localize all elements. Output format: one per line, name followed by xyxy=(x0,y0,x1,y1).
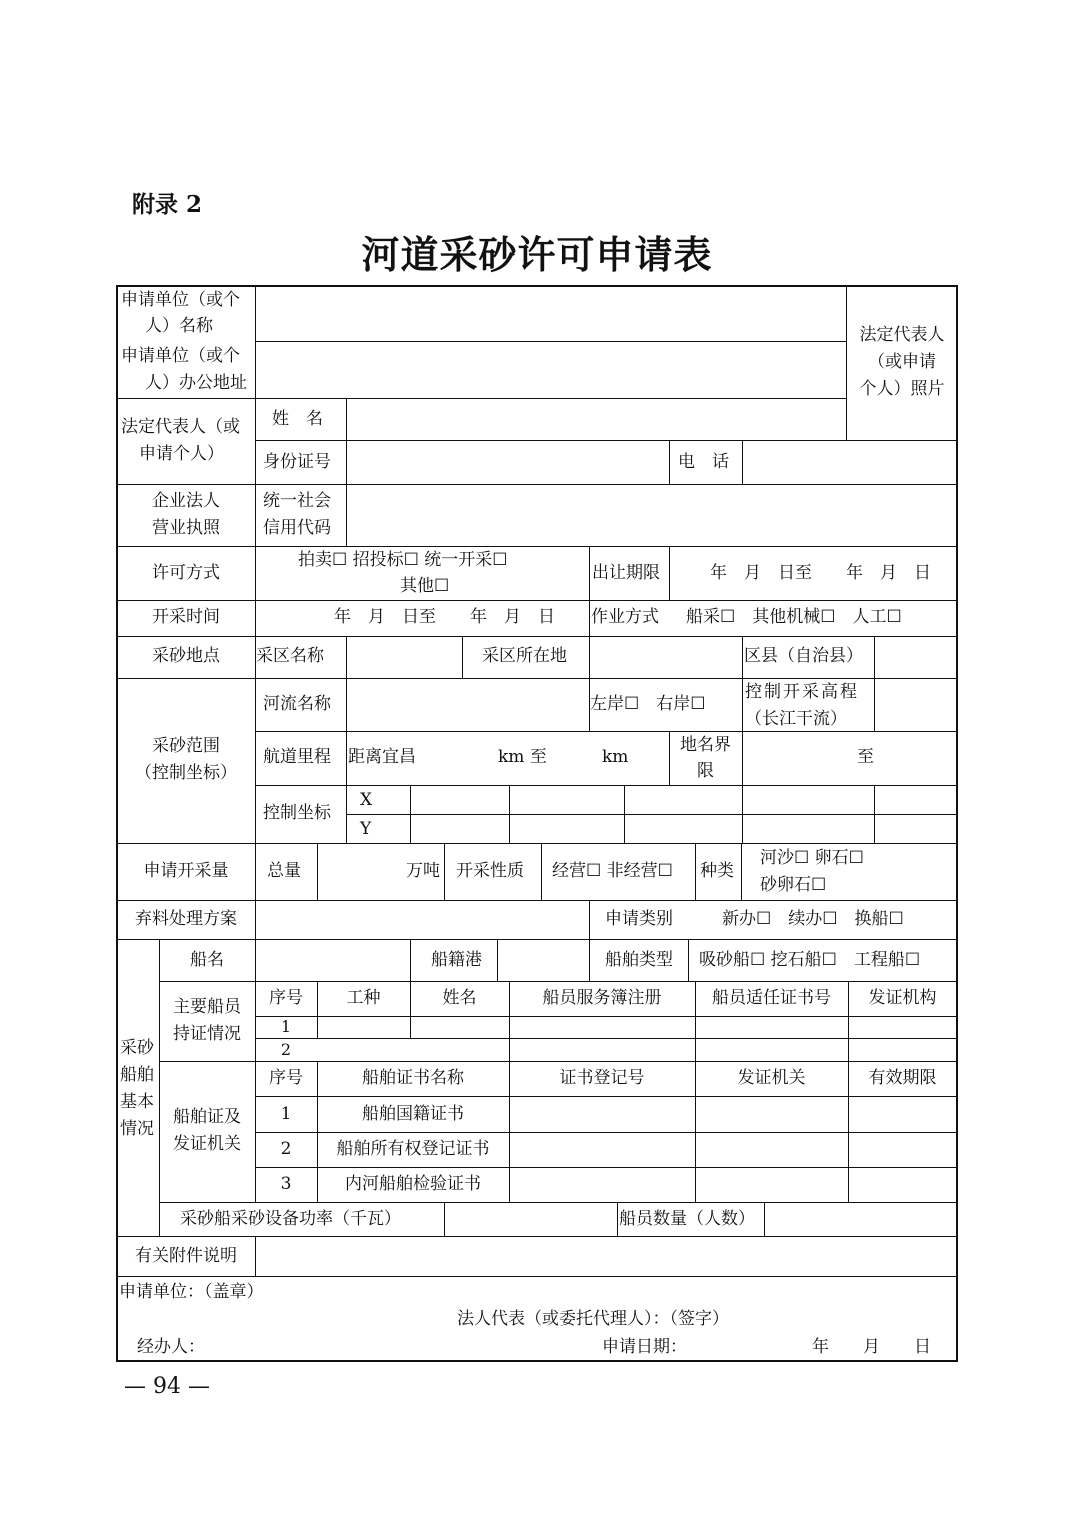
permit-method-options: 其他☐ xyxy=(400,576,450,596)
col-line xyxy=(589,900,590,981)
col-line xyxy=(444,1202,445,1236)
channel-mileage-value: km xyxy=(602,747,629,767)
col-line xyxy=(669,440,670,485)
row-line xyxy=(117,636,957,637)
col-line xyxy=(742,678,743,731)
channel-mileage-label: 航道里程 xyxy=(263,747,331,767)
crew-row-number: 2 xyxy=(280,1040,292,1059)
row-line xyxy=(117,939,957,940)
row-line xyxy=(117,546,957,547)
certificate-row-number: 1 xyxy=(280,1104,292,1124)
col-line xyxy=(541,843,542,900)
mining-nature-options: 经营☐ 非经营☐ xyxy=(552,861,673,881)
county-label: 区县（自治县） xyxy=(744,646,863,666)
volume-unit: 万吨 xyxy=(406,861,440,881)
row-line xyxy=(117,600,957,601)
permit-method-options: 拍卖☐ 招投标☐ 统一开采☐ xyxy=(298,550,508,570)
material-kind-options: 河沙☐ 卵石☐ xyxy=(760,848,864,868)
control-coordinate-label: 控制坐标 xyxy=(263,803,331,823)
transfer-term-label: 出让期限 xyxy=(592,563,660,583)
id-number-label: 身份证号 xyxy=(263,452,331,472)
col-line xyxy=(462,636,463,678)
surname-label: 姓 名 xyxy=(272,409,323,429)
row-line xyxy=(255,1096,957,1097)
col-line xyxy=(589,546,590,637)
mining-area-name-label: 采区名称 xyxy=(256,646,324,666)
crew-header: 序号 xyxy=(269,988,303,1008)
application-form-table xyxy=(116,285,958,1362)
waste-plan-label: 弃料处理方案 xyxy=(135,909,237,929)
crew-certificate-label: 持证情况 xyxy=(173,1024,241,1044)
col-line xyxy=(346,636,347,678)
certificate-name: 船舶国籍证书 xyxy=(362,1104,464,1124)
attachments-label: 有关附件说明 xyxy=(135,1246,237,1266)
representative-label: 法定代表人（或 xyxy=(121,417,240,437)
row-line xyxy=(159,1202,957,1203)
certificate-name: 内河船舶检验证书 xyxy=(345,1174,481,1194)
crew-row-number: 1 xyxy=(280,1017,292,1036)
row-line xyxy=(255,341,846,342)
business-license-label: 营业执照 xyxy=(152,518,220,538)
col-line xyxy=(741,843,742,900)
col-line xyxy=(695,843,696,900)
mining-scope-label: 采砂范围 xyxy=(152,736,220,756)
row-line xyxy=(117,398,256,399)
handler-label: 经办人： xyxy=(137,1337,205,1357)
mining-area-location-label: 采区所在地 xyxy=(482,646,567,666)
ship-name-label: 船名 xyxy=(190,950,224,970)
applicant-name-label: 申请单位（或个 xyxy=(121,290,240,310)
mining-volume-label: 申请开采量 xyxy=(143,861,229,881)
row-line xyxy=(117,1276,957,1277)
col-line xyxy=(764,1202,765,1236)
mining-time-value: 年 月 日至 年 月 日 xyxy=(334,607,555,627)
col-line xyxy=(589,636,590,678)
channel-mileage-value: km 至 xyxy=(498,747,547,767)
ship-section-label: 采砂 xyxy=(120,1038,154,1058)
coordinate-x-label: X xyxy=(360,790,373,810)
crew-certificate-label: 主要船员 xyxy=(173,997,241,1017)
port-of-registry-label: 船籍港 xyxy=(431,950,482,970)
applicant-address-label: 人）办公地址 xyxy=(145,373,247,393)
col-line xyxy=(742,636,743,678)
col-line xyxy=(742,731,743,785)
col-line xyxy=(497,939,498,981)
col-line xyxy=(669,546,670,601)
bank-options: 左岸☐ 右岸☐ xyxy=(590,694,706,714)
river-name-label: 河流名称 xyxy=(263,694,331,714)
applicant-seal-label: 申请单位：（盖章） xyxy=(119,1282,264,1302)
place-boundary-to: 至 xyxy=(857,747,874,767)
crew-header: 工种 xyxy=(346,988,381,1008)
photo-label: 个人）照片 xyxy=(859,379,945,399)
mining-time-label: 开采时间 xyxy=(152,607,220,627)
ship-type-options: 吸砂船☐ 挖石船☐ 工程船☐ xyxy=(699,950,921,970)
row-line xyxy=(255,1132,957,1133)
certificate-row-number: 2 xyxy=(280,1139,292,1159)
certificate-header: 发证机关 xyxy=(737,1068,806,1088)
applicant-address-label: 申请单位（或个 xyxy=(121,346,240,366)
row-line xyxy=(255,440,957,441)
row-line xyxy=(255,398,846,399)
certificate-header: 船舶证书名称 xyxy=(362,1068,464,1088)
col-line xyxy=(509,785,510,843)
transfer-term-value: 年 月 日至 年 月 日 xyxy=(710,563,931,583)
total-volume-label: 总量 xyxy=(267,861,301,881)
certificate-row-number: 3 xyxy=(280,1174,292,1194)
col-line xyxy=(159,939,160,1236)
col-line xyxy=(874,678,875,731)
col-line xyxy=(874,785,875,843)
coordinate-y-label: Y xyxy=(360,819,372,839)
place-boundary-label: 地名界 xyxy=(680,735,731,755)
representative-label: 申请个人） xyxy=(139,444,224,464)
col-line xyxy=(255,1236,256,1276)
col-line xyxy=(255,286,256,940)
col-line xyxy=(444,843,445,900)
mining-location-label: 采砂地点 xyxy=(152,646,220,666)
col-line xyxy=(874,636,875,678)
row-line xyxy=(255,1038,957,1039)
col-line xyxy=(346,678,347,843)
col-line xyxy=(617,1202,618,1236)
credit-code-label: 信用代码 xyxy=(263,518,331,538)
application-date-value: 年 月 日 xyxy=(812,1337,931,1357)
certificate-header: 序号 xyxy=(269,1068,303,1088)
col-line xyxy=(410,785,411,843)
crew-header: 船员适任证书号 xyxy=(712,988,831,1008)
representative-signature-label: 法人代表（或委托代理人）：（签字） xyxy=(457,1309,729,1329)
crew-header: 姓名 xyxy=(442,988,477,1008)
col-line xyxy=(742,785,743,843)
control-elevation-label: 控制开采高程 xyxy=(745,682,859,702)
operation-mode-label: 作业方式 xyxy=(591,607,659,627)
operation-mode-options: 船采☐ 其他机械☐ 人工☐ xyxy=(686,607,902,627)
ship-type-label: 船舶类型 xyxy=(605,950,673,970)
row-line xyxy=(255,785,957,786)
control-elevation-label: （长江干流） xyxy=(745,709,847,729)
ship-section-label: 基本 xyxy=(120,1092,154,1112)
row-line xyxy=(255,1016,957,1017)
mining-scope-label: （控制坐标） xyxy=(135,763,237,783)
row-line xyxy=(117,843,957,844)
row-line xyxy=(117,900,957,901)
place-boundary-label: 限 xyxy=(697,761,714,781)
page-number: — 94 — xyxy=(124,1374,210,1399)
row-line xyxy=(117,1236,957,1237)
crew-count-label: 船员数量（人数） xyxy=(619,1209,755,1229)
col-line xyxy=(742,440,743,485)
material-kind-label: 种类 xyxy=(700,861,734,881)
row-line xyxy=(159,981,957,982)
row-line xyxy=(255,731,957,732)
application-type-label: 申请类别 xyxy=(605,909,673,929)
crew-header: 发证机构 xyxy=(868,988,937,1008)
col-line xyxy=(317,843,318,900)
application-type-options: 新办☐ 续办☐ 换船☐ xyxy=(722,909,904,929)
ship-section-label: 情况 xyxy=(120,1119,154,1139)
appendix-label: 附录 2 xyxy=(132,191,203,218)
credit-code-label: 统一社会 xyxy=(263,491,331,511)
photo-label: （或申请 xyxy=(868,352,936,372)
phone-label: 电 话 xyxy=(678,452,729,472)
channel-mileage-value: 距离宜昌 xyxy=(348,747,416,767)
ship-certificate-label: 发证机关 xyxy=(173,1134,241,1154)
applicant-name-label: 人）名称 xyxy=(145,316,213,336)
permit-method-label: 许可方式 xyxy=(152,563,220,583)
crew-header: 船员服务簿注册 xyxy=(542,988,662,1008)
col-line xyxy=(346,398,347,547)
form-title: 河道采砂许可申请表 xyxy=(361,232,713,277)
col-line xyxy=(624,785,625,843)
ship-section-label: 船舶 xyxy=(120,1065,154,1085)
certificate-header: 证书登记号 xyxy=(559,1068,645,1088)
col-line xyxy=(688,939,689,981)
row-line xyxy=(255,1167,957,1168)
row-line xyxy=(346,814,957,815)
ship-certificate-label: 船舶证及 xyxy=(173,1107,241,1127)
photo-label: 法定代表人 xyxy=(859,325,945,345)
certificate-name: 船舶所有权登记证书 xyxy=(336,1139,490,1159)
application-date-label: 申请日期： xyxy=(602,1337,687,1357)
mining-nature-label: 开采性质 xyxy=(456,861,524,881)
business-license-label: 企业法人 xyxy=(152,491,220,511)
material-kind-options: 砂卵石☐ xyxy=(760,875,827,895)
certificate-header: 有效期限 xyxy=(868,1068,937,1088)
equipment-power-label: 采砂船采砂设备功率（千瓦） xyxy=(180,1209,401,1229)
row-line xyxy=(117,484,957,485)
